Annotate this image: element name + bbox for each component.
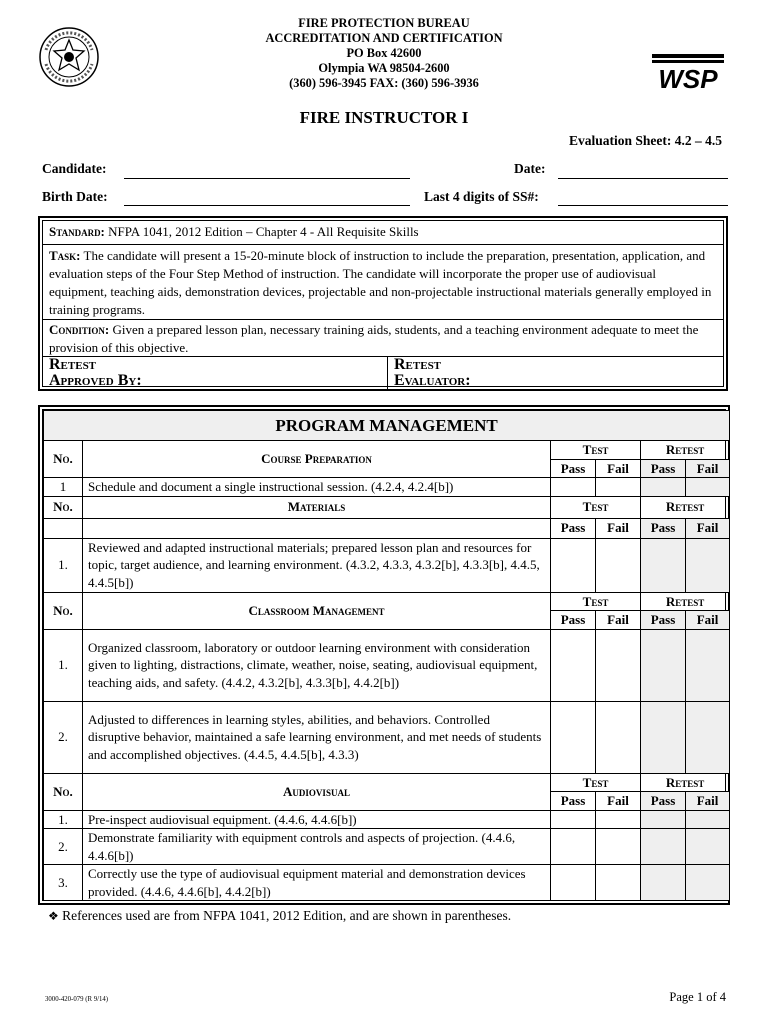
condition-label: Condition: — [49, 322, 110, 337]
test-fail-header: Fail — [596, 518, 641, 538]
retest-fail-cell[interactable] — [686, 829, 730, 865]
references-note-text: References used are from NFPA 1041, 2012 Edition, and are shown in parentheses. — [62, 908, 512, 923]
retest-header: Retest — [641, 592, 730, 611]
birth-date-field[interactable] — [124, 205, 410, 206]
retest-pass-cell[interactable] — [641, 810, 686, 829]
date-label: Date: — [514, 161, 546, 176]
retest-fail-cell[interactable] — [686, 629, 730, 701]
program-management-title: PROGRAM MANAGEMENT — [44, 411, 730, 441]
test-pass-header: Pass — [551, 518, 596, 538]
table-row — [44, 829, 730, 865]
standard-task-box — [38, 216, 728, 391]
retest-pass-cell[interactable] — [641, 701, 686, 773]
col-no-label: No. — [44, 441, 83, 478]
header-line-2: ACCREDITATION AND CERTIFICATION — [265, 31, 503, 45]
course-preparation-heading: Course Preparation — [83, 441, 551, 478]
test-pass-header: Pass — [551, 792, 596, 811]
test-pass-cell[interactable] — [551, 829, 596, 865]
evaluation-table — [43, 410, 730, 901]
retest-fail-header: Fail — [686, 459, 730, 478]
retest-header: Retest — [641, 441, 730, 460]
audiovisual-header-row — [44, 773, 730, 792]
test-fail-header: Fail — [596, 459, 641, 478]
classroom-header-row — [44, 592, 730, 611]
item-number: 1. — [44, 810, 83, 829]
standard-label: Standard: — [49, 224, 105, 239]
retest-approved-line2: Approved By: — [49, 372, 142, 389]
test-fail-cell[interactable] — [596, 829, 641, 865]
test-fail-cell[interactable] — [596, 865, 641, 901]
test-pass-cell[interactable] — [551, 478, 596, 497]
test-pass-header: Pass — [551, 611, 596, 630]
test-pass-cell[interactable] — [551, 701, 596, 773]
table-row — [44, 538, 730, 592]
retest-pass-cell[interactable] — [641, 538, 686, 592]
standard-row — [43, 221, 723, 245]
item-number: 2. — [44, 829, 83, 865]
retest-fail-cell[interactable] — [686, 478, 730, 497]
table-row — [44, 865, 730, 901]
ss-field[interactable] — [558, 205, 728, 206]
col-no-label: No. — [44, 773, 83, 810]
item-number: 1. — [44, 538, 83, 592]
table-row — [44, 629, 730, 701]
standard-text: NFPA 1041, 2012 Edition – Chapter 4 - All Requisite Skills — [108, 224, 419, 239]
retest-pass-header: Pass — [641, 792, 686, 811]
materials-subheader-row — [44, 518, 730, 538]
header-line-4: Olympia WA 98504-2600 — [318, 61, 450, 75]
candidate-label: Candidate: — [42, 161, 107, 176]
test-header: Test — [551, 773, 641, 792]
wsp-logo — [650, 50, 726, 92]
audiovisual-heading: Audiovisual — [83, 773, 551, 810]
condition-text: Given a prepared lesson plan, necessary training aids, students, and a teaching environment adequate to meet the provision of this objective. — [49, 322, 699, 355]
svg-text:WSP: WSP — [658, 64, 718, 92]
table-title-row — [44, 411, 730, 441]
col-no-label: No. — [44, 592, 83, 629]
test-pass-cell[interactable] — [551, 810, 596, 829]
header-line-1: FIRE PROTECTION BUREAU — [298, 16, 470, 30]
retest-header: Retest — [641, 773, 730, 792]
program-management-table — [38, 405, 730, 905]
retest-fail-cell[interactable] — [686, 538, 730, 592]
test-pass-cell[interactable] — [551, 865, 596, 901]
header-line-5: (360) 596-3945 FAX: (360) 596-3936 — [289, 76, 479, 90]
retest-pass-cell[interactable] — [641, 865, 686, 901]
test-fail-cell[interactable] — [596, 538, 641, 592]
diamond-bullet-icon: ❖ — [48, 909, 59, 923]
retest-pass-header: Pass — [641, 611, 686, 630]
item-number: 1 — [44, 478, 83, 497]
retest-fail-cell[interactable] — [686, 865, 730, 901]
materials-heading: Materials — [83, 496, 551, 518]
retest-pass-cell[interactable] — [641, 629, 686, 701]
test-pass-cell[interactable] — [551, 629, 596, 701]
retest-approved-line1: Retest — [49, 356, 97, 373]
retest-evaluator-line1: Retest — [394, 356, 442, 373]
table-row — [44, 810, 730, 829]
test-header: Test — [551, 496, 641, 518]
materials-header-row — [44, 496, 730, 518]
evaluation-sheet-number: Evaluation Sheet: 4.2 – 4.5 — [568, 133, 722, 148]
retest-evaluator-cell[interactable] — [388, 357, 723, 390]
item-number: 1. — [44, 629, 83, 701]
references-note — [48, 908, 511, 924]
item-text: Organized classroom, laboratory or outdoor learning environment with consideration given to lighting, distractions, climate, weather, noise, seating, audiovisual equipment, teaching aids, and safety. (4.4.2, 4.3.2[b], 4.3.3[b], 4.4.2[b]) — [83, 629, 551, 701]
test-fail-cell[interactable] — [596, 810, 641, 829]
task-label: Task: — [49, 248, 81, 263]
col-no-label: No. — [44, 496, 83, 518]
ss-label: Last 4 digits of SS#: — [424, 189, 539, 204]
retest-fail-header: Fail — [686, 611, 730, 630]
form-number: 3000-420-079 (R 9/14) — [45, 996, 109, 1003]
item-text: Reviewed and adapted instructional materials; prepared lesson plan and resources for topic, target audience, and learning environment. (4.3.2, 4.3.3, 4.3.2[b], 4.3.3[b], 4.4.5, 4.4.5[b]) — [83, 538, 551, 592]
item-text: Schedule and document a single instructional session. (4.2.4, 4.2.4[b]) — [83, 478, 551, 497]
test-fail-cell[interactable] — [596, 701, 641, 773]
item-number: 2. — [44, 701, 83, 773]
table-row — [44, 478, 730, 497]
retest-approved-cell[interactable] — [43, 357, 388, 390]
course-header-row — [44, 441, 730, 460]
retest-pass-header: Pass — [641, 459, 686, 478]
birth-date-label: Birth Date: — [42, 189, 108, 204]
retest-fail-cell[interactable] — [686, 810, 730, 829]
retest-fail-header: Fail — [686, 792, 730, 811]
item-text: Demonstrate familiarity with equipment controls and aspects of projection. (4.4.6, 4.4.6[b]) — [83, 829, 551, 865]
agency-header — [220, 16, 548, 91]
item-text: Correctly use the type of audiovisual equipment material and demonstration devices provided. (4.4.6, 4.4.6[b], 4.4.2[b]) — [83, 865, 551, 901]
condition-row — [43, 320, 723, 357]
test-fail-cell[interactable] — [596, 629, 641, 701]
page-title: FIRE INSTRUCTOR I — [299, 108, 469, 127]
item-text: Adjusted to differences in learning styles, abilities, and behaviors. Controlled disruptive behavior, maintained a safe learning environment, and met needs of students and accomplished objectives. (4.4.5, 4.4.5[b], 4.3.3) — [83, 701, 551, 773]
header-line-3: PO Box 42600 — [346, 46, 422, 60]
retest-pass-cell[interactable] — [641, 478, 686, 497]
table-row — [44, 701, 730, 773]
retest-fail-cell[interactable] — [686, 701, 730, 773]
task-row — [43, 245, 723, 320]
classroom-management-heading: Classroom Management — [83, 592, 551, 629]
fire-marshal-seal — [38, 26, 100, 88]
date-field[interactable] — [558, 178, 728, 179]
test-header: Test — [551, 441, 641, 460]
retest-pass-header: Pass — [641, 518, 686, 538]
retest-evaluator-line2: Evaluator: — [394, 372, 471, 389]
candidate-field[interactable] — [124, 178, 410, 179]
retest-header: Retest — [641, 496, 730, 518]
test-pass-header: Pass — [551, 459, 596, 478]
item-number: 3. — [44, 865, 83, 901]
test-pass-cell[interactable] — [551, 538, 596, 592]
test-fail-header: Fail — [596, 792, 641, 811]
retest-fail-header: Fail — [686, 518, 730, 538]
retest-pass-cell[interactable] — [641, 829, 686, 865]
test-header: Test — [551, 592, 641, 611]
page-number: Page 1 of 4 — [669, 990, 726, 1004]
task-text: The candidate will present a 15-20-minute block of instruction to include the preparation, presentation, application, and evaluation steps of the Four Step Method of instruction. The candidate will incorporate the proper use of audiovisual equipment, teaching aids, demonstration devices, projectable and non-projectable instructional materials generally employed in training programs. — [49, 248, 712, 317]
item-text: Pre-inspect audiovisual equipment. (4.4.6, 4.4.6[b]) — [83, 810, 551, 829]
test-fail-header: Fail — [596, 611, 641, 630]
test-fail-cell[interactable] — [596, 478, 641, 497]
